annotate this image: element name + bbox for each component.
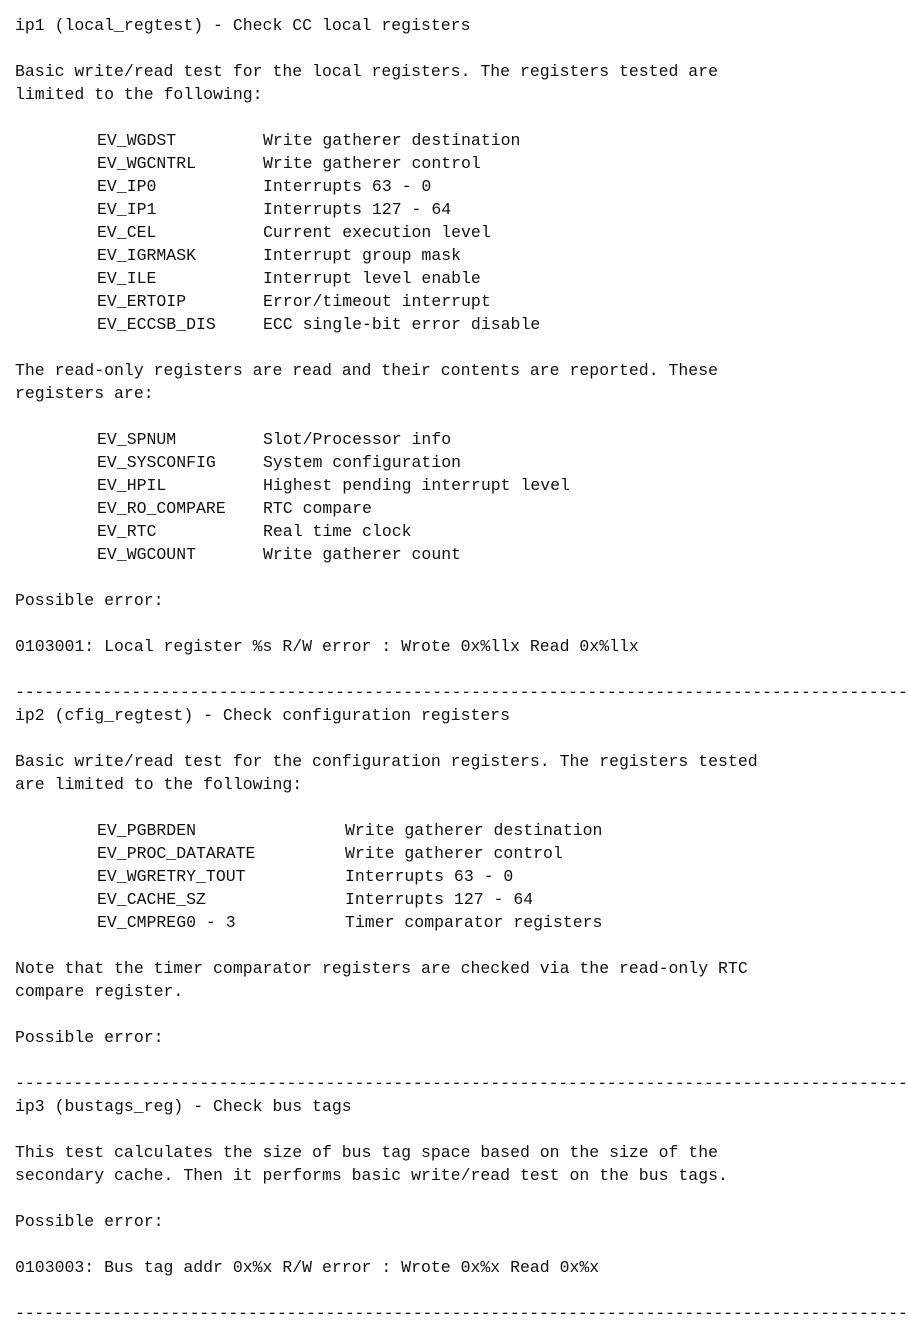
register-description: Interrupts 63 - 0 <box>263 177 432 196</box>
blank-line <box>15 1233 815 1256</box>
blank-line <box>15 405 815 428</box>
register-name: EV_PGBRDEN <box>97 821 197 840</box>
register-name: EV_ILE <box>97 269 157 288</box>
register-name: EV_RTC <box>97 522 157 541</box>
ip2-heading: ip2 (cfig_regtest) - Check configuration registers <box>15 706 511 725</box>
blank-line <box>15 1049 815 1072</box>
blank-line <box>15 612 815 635</box>
register-description: Write gatherer destination <box>263 131 521 150</box>
ip3-error-message: 0103003: Bus tag addr 0x%x R/W error : Wrote 0x%x Read 0x%x <box>15 1258 600 1277</box>
register-name: EV_ECCSB_DIS <box>97 315 216 334</box>
register-description: Interrupt group mask <box>263 246 462 265</box>
register-name: EV_IGRMASK <box>97 246 197 265</box>
blank-line <box>15 336 815 359</box>
section-separator: -------------------------------------------------------------------------------------------- <box>15 683 908 702</box>
register-description: Interrupt level enable <box>263 269 481 288</box>
ip1-possible-error-label: Possible error: <box>15 591 164 610</box>
ip1-intro-line-1: Basic write/read test for the local registers. The registers tested are <box>15 62 719 81</box>
register-description: Write gatherer destination <box>345 821 603 840</box>
blank-line <box>15 106 815 129</box>
ip1-heading: ip1 (local_regtest) - Check CC local registers <box>15 16 471 35</box>
register-description: System configuration <box>263 453 462 472</box>
blank-line <box>15 1003 815 1026</box>
register-description: Timer comparator registers <box>345 913 603 932</box>
register-row <box>15 290 815 313</box>
ip2-note-line-1: Note that the timer comparator registers are checked via the read-only RTC <box>15 959 748 978</box>
ip1-intro-line-2: limited to the following: <box>15 85 263 104</box>
ip3-possible-error-label: Possible error: <box>15 1212 164 1231</box>
register-name: EV_SYSCONFIG <box>97 453 216 472</box>
ip2-possible-error-label: Possible error: <box>15 1028 164 1047</box>
section-separator: -------------------------------------------------------------------------------------------- <box>15 1074 908 1093</box>
register-row <box>15 842 815 865</box>
ip2-intro-line-1: Basic write/read test for the configuration registers. The registers tested <box>15 752 758 771</box>
register-row <box>15 313 815 336</box>
register-row <box>15 129 815 152</box>
register-row <box>15 543 815 566</box>
register-row <box>15 221 815 244</box>
ip1-ro-register-table <box>15 428 815 566</box>
blank-line <box>15 1118 815 1141</box>
register-description: ECC single-bit error disable <box>263 315 541 334</box>
ip1-rw-register-table <box>15 129 815 336</box>
register-description: Interrupts 63 - 0 <box>345 867 514 886</box>
register-name: EV_RO_COMPARE <box>97 499 226 518</box>
register-name: EV_WGRETRY_TOUT <box>97 867 246 886</box>
register-row <box>15 244 815 267</box>
register-row <box>15 474 815 497</box>
register-name: EV_HPIL <box>97 476 167 495</box>
section-separator: -------------------------------------------------------------------------------------------- <box>15 1304 908 1323</box>
register-description: Slot/Processor info <box>263 430 452 449</box>
register-row <box>15 428 815 451</box>
ip3-intro-line-1: This test calculates the size of bus tag space based on the size of the <box>15 1143 719 1162</box>
register-name: EV_SPNUM <box>97 430 177 449</box>
register-description: Error/timeout interrupt <box>263 292 491 311</box>
register-description: Write gatherer count <box>263 545 462 564</box>
blank-line <box>15 566 815 589</box>
blank-line <box>15 727 815 750</box>
register-row <box>15 520 815 543</box>
register-description: RTC compare <box>263 499 372 518</box>
register-row <box>15 451 815 474</box>
register-description: Write gatherer control <box>345 844 563 863</box>
blank-line <box>15 1279 815 1302</box>
register-row <box>15 267 815 290</box>
register-row <box>15 911 815 934</box>
register-name: EV_WGCOUNT <box>97 545 197 564</box>
register-description: Interrupts 127 - 64 <box>263 200 452 219</box>
blank-line <box>15 934 815 957</box>
ip2-register-table <box>15 819 815 934</box>
register-name: EV_ERTOIP <box>97 292 187 311</box>
register-row <box>15 175 815 198</box>
register-name: EV_CEL <box>97 223 157 242</box>
register-description: Current execution level <box>263 223 491 242</box>
register-name: EV_IP0 <box>97 177 157 196</box>
ip2-intro-line-2: are limited to the following: <box>15 775 303 794</box>
register-row <box>15 888 815 911</box>
register-description: Real time clock <box>263 522 412 541</box>
ip3-heading: ip3 (bustags_reg) - Check bus tags <box>15 1097 352 1116</box>
ip3-intro-line-2: secondary cache. Then it performs basic write/read test on the bus tags. <box>15 1166 728 1185</box>
register-row <box>15 152 815 175</box>
register-description: Highest pending interrupt level <box>263 476 570 495</box>
blank-line <box>15 37 815 60</box>
register-row <box>15 865 815 888</box>
ip1-readonly-line-2: registers are: <box>15 384 154 403</box>
register-name: EV_WGDST <box>97 131 177 150</box>
document-page <box>15 14 908 1325</box>
ip1-readonly-line-1: The read-only registers are read and their contents are reported. These <box>15 361 719 380</box>
blank-line <box>15 658 815 681</box>
blank-line <box>15 1187 815 1210</box>
register-row <box>15 819 815 842</box>
register-name: EV_WGCNTRL <box>97 154 197 173</box>
ip1-error-message: 0103001: Local register %s R/W error : Wrote 0x%llx Read 0x%llx <box>15 637 639 656</box>
register-name: EV_PROC_DATARATE <box>97 844 256 863</box>
ip2-note-line-2: compare register. <box>15 982 184 1001</box>
register-description: Write gatherer control <box>263 154 481 173</box>
register-row <box>15 198 815 221</box>
register-name: EV_IP1 <box>97 200 157 219</box>
register-name: EV_CACHE_SZ <box>97 890 206 909</box>
register-name: EV_CMPREG0 - 3 <box>97 913 236 932</box>
register-row <box>15 497 815 520</box>
blank-line <box>15 796 815 819</box>
register-description: Interrupts 127 - 64 <box>345 890 534 909</box>
